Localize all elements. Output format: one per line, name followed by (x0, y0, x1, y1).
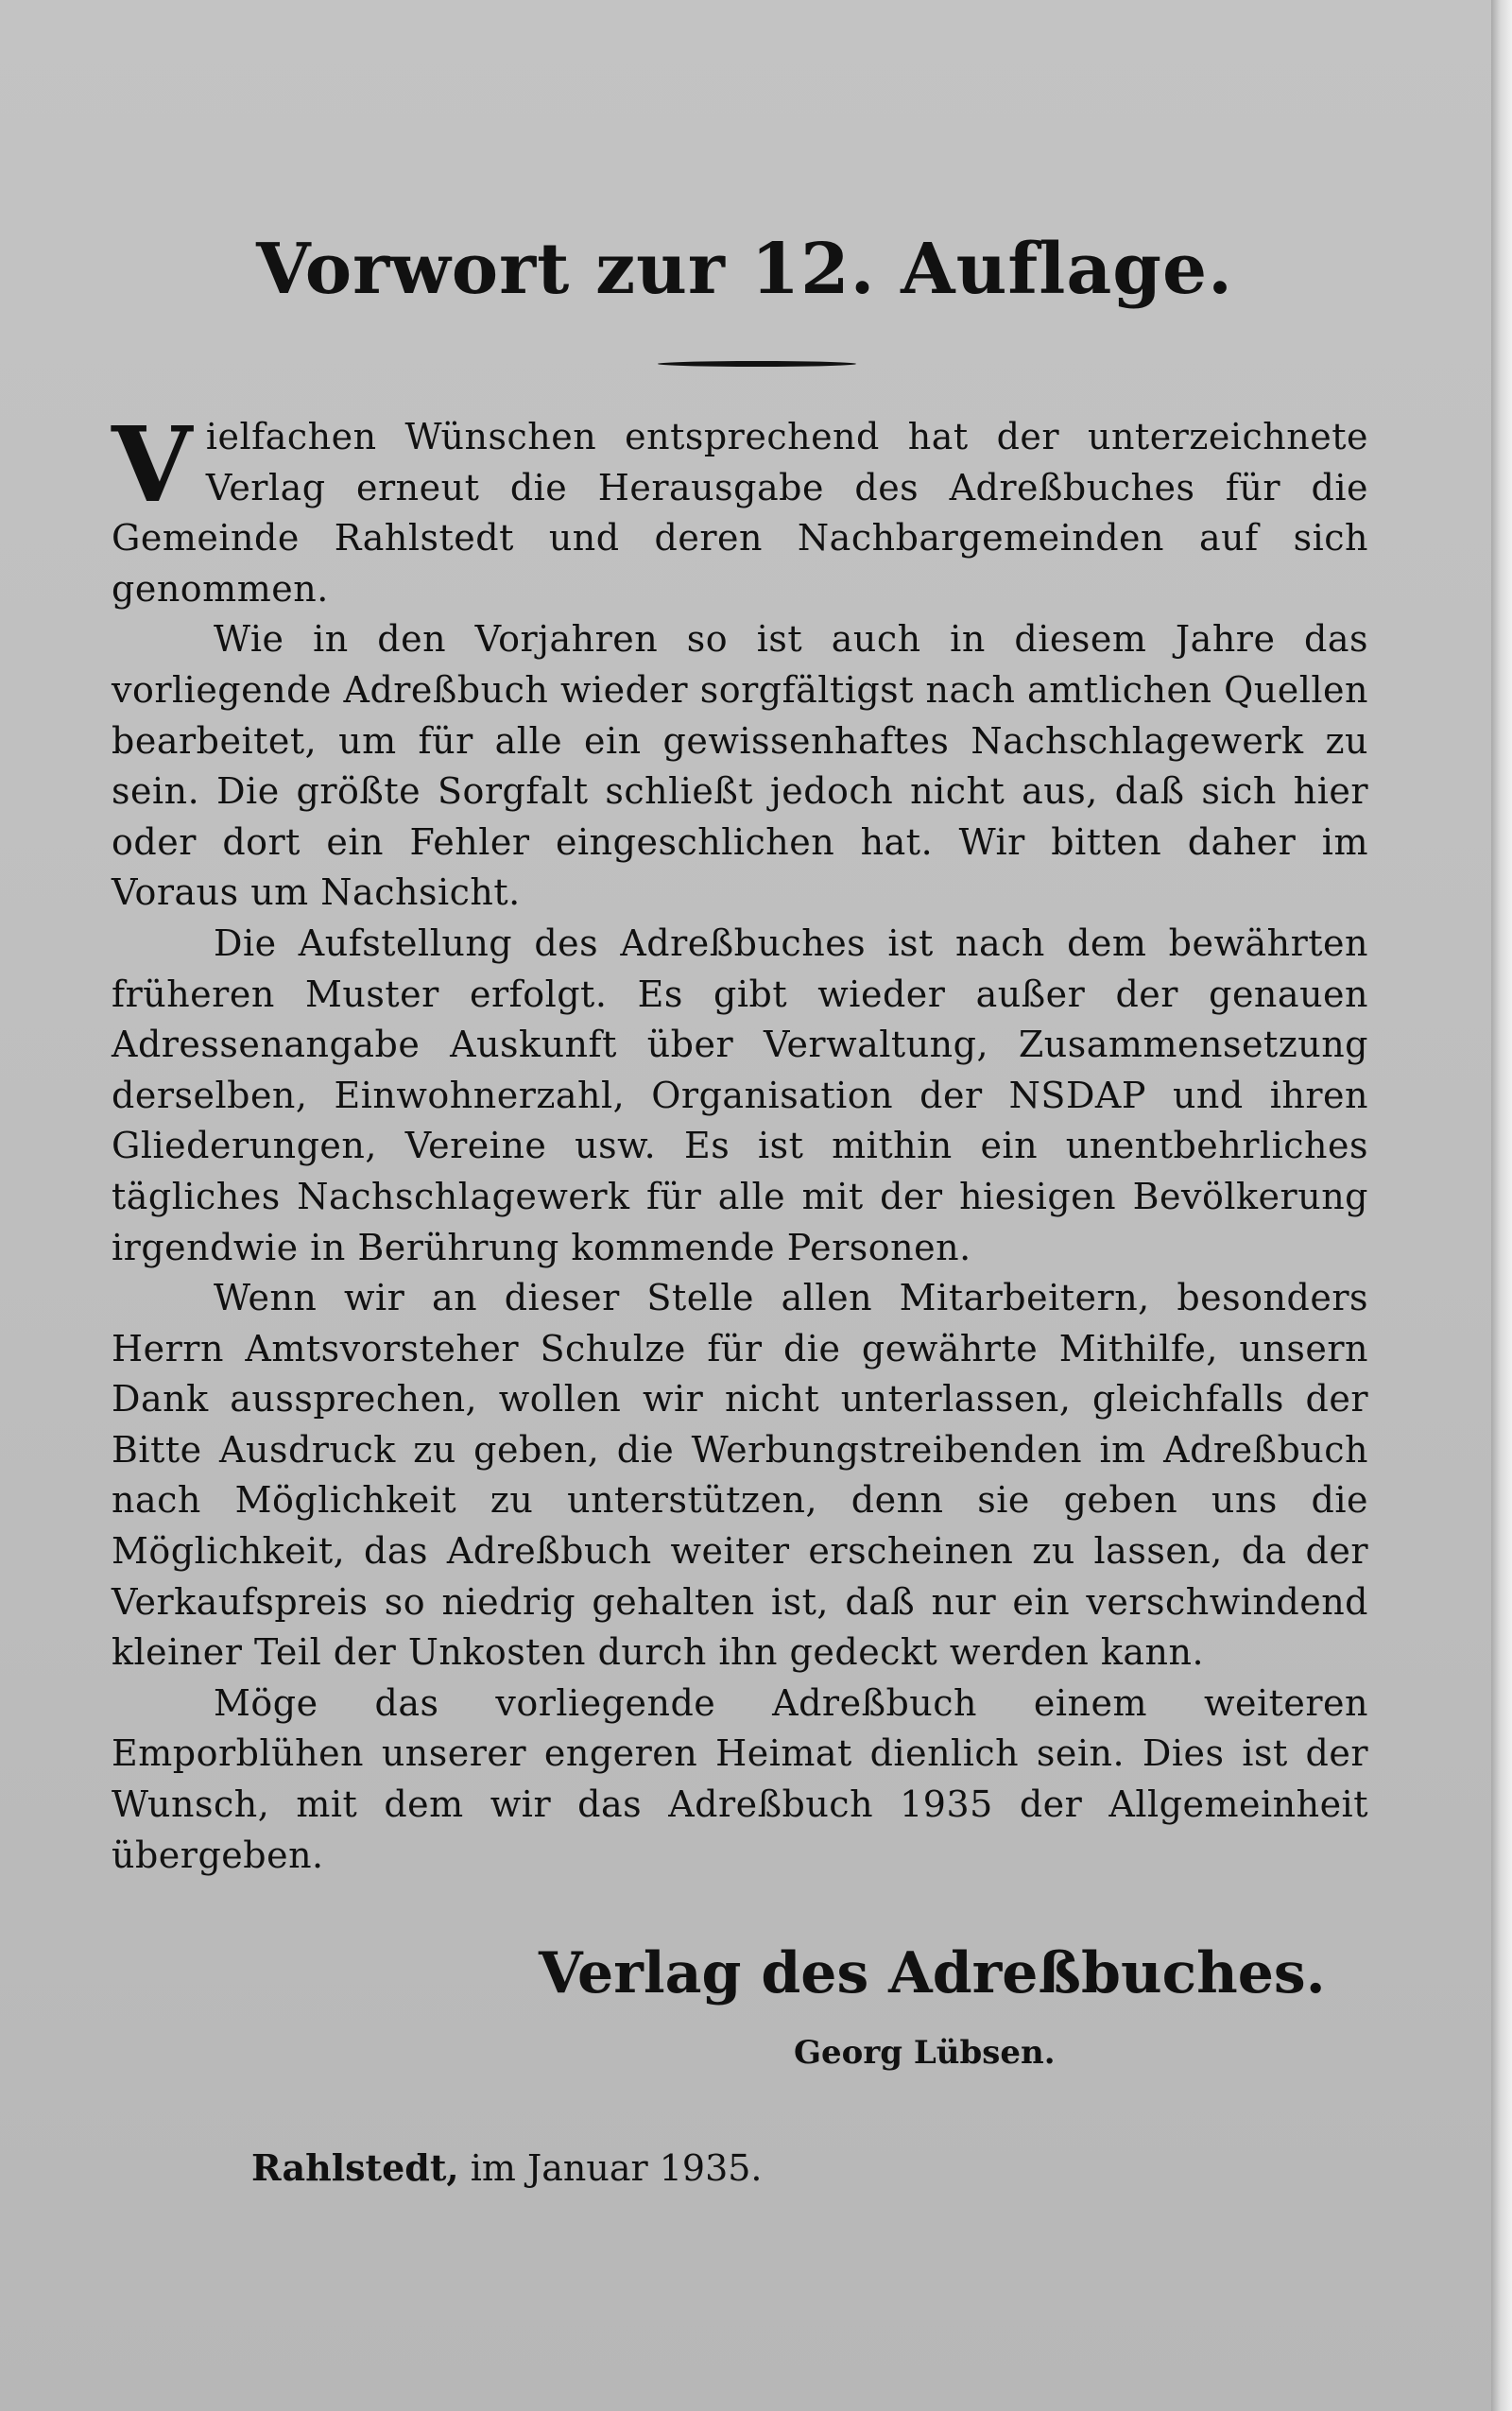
paragraph-2: Wie in den Vorjahren so ist auch in diesem Jahre das vorliegende Adreßbuch wieder sorgfältigst nach amtlichen Quellen bearbeitet, um für alle ein gewissenhaftes Nachschlagewerk zu sein. Die größte Sorgfalt schließt jedoch nicht aus, daß sich hier oder dort ein Fehler eingeschlichen hat. Wir bitten daher im Voraus um Nachsicht. (112, 618, 1368, 914)
title-divider (658, 361, 856, 367)
preface-body (112, 404, 1368, 1881)
date-text: im Januar 1935. (470, 2147, 763, 2190)
place-and-date (251, 2144, 1368, 2193)
paragraph-1-text: ielfachen Wünschen entsprechend hat der unterzeichnete Verlag erneut die Herausgabe des Adreßbuches für die Gemeinde Rahlstedt und deren Nachbargemeinden auf sich genommen. (112, 416, 1368, 610)
page-title: Vorwort zur 12. Auflage. (256, 229, 1233, 310)
signature-block (539, 1936, 1368, 2075)
paragraph-5: Möge das vorliegende Adreßbuch einem weiteren Emporblühen unserer engeren Heimat dienlich sein. Dies ist der Wunsch, mit dem wir das Adreßbuch 1935 der Allgemeinheit übergeben. (112, 1681, 1368, 1876)
paragraph-1 (112, 404, 1368, 614)
signatory-name: Georg Lübsen. (794, 2034, 1056, 2073)
preface-content (112, 217, 1368, 2193)
paragraph-4: Wenn wir an dieser Stelle allen Mitarbeitern, besonders Herrn Amtsvorsteher Schulze für die gewährte Mithilfe, unsern Dank aussprechen, wollen wir nicht unterlassen, gleichfalls der Bitte Ausdruck zu geben, die Werbungstreibenden im Adreßbuch nach Möglichkeit zu unterstützen, denn sie geben uns die Möglichkeit, das Adreßbuch weiter erscheinen zu lassen, da der Verkaufspreis so niedrig gehalten ist, daß nur ein verschwindend kleiner Teil der Unkosten durch ihn gedeckt werden kann. (112, 1277, 1368, 1674)
publisher-name: Verlag des Adreßbuches. (539, 1940, 1326, 2007)
place-name: Rahlstedt, (251, 2146, 459, 2190)
drop-cap-initial: V (112, 404, 193, 525)
page-edge (1491, 0, 1512, 2411)
paragraph-3: Die Aufstellung des Adreßbuches ist nach dem bewährten früheren Muster erfolgt. Es gibt wieder außer der genauen Adressenangabe Auskunft über Verwaltung, Zusammensetzung derselben, Einwohnerzahl, Organisation der NSDAP und ihren Gliederungen, Vereine usw. Es ist mithin ein unentbehrliches tägliches Nachschlagewerk für alle mit der hiesigen Bevölkerung irgendwie in Berührung kommende Personen. (112, 921, 1368, 1268)
